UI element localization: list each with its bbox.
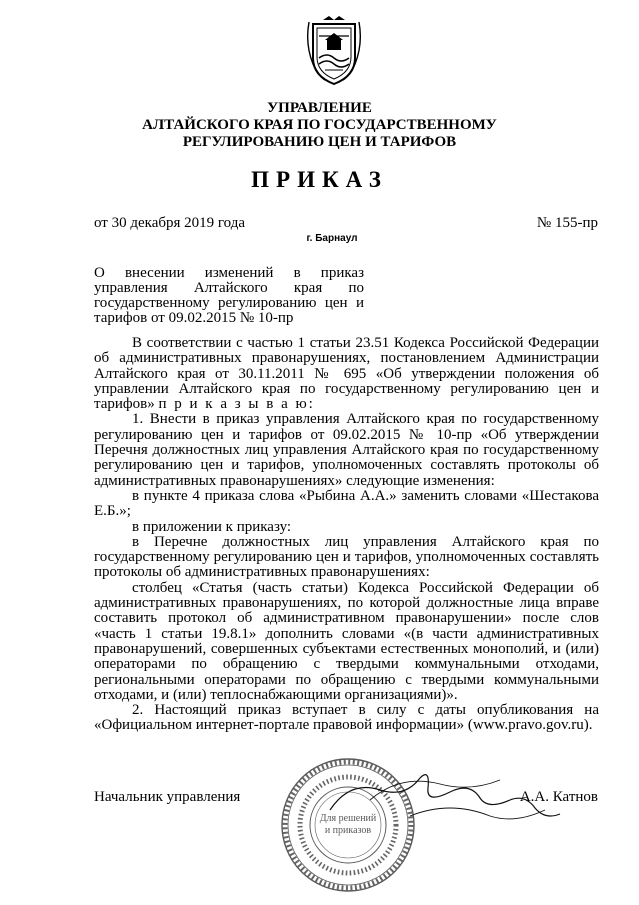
- stamp-center-line-1: Для решений: [319, 813, 377, 824]
- preamble-text: В соответствии с частью 1 статьи 23.51 Кодекса Российской Федерации об административных правонарушениях, постановлением Администрации Алтайского края от 30.11.2011 № 695 «Об утверждении положения об управлении Алтайского края по государственному регулированию цен и тарифов»: [94, 335, 599, 413]
- paragraph-preamble: [94, 336, 599, 412]
- coat-of-arms-emblem: [305, 14, 363, 88]
- org-line-2: АЛТАЙСКОГО КРАЯ ПО ГОСУДАРСТВЕННОМУ: [142, 117, 497, 133]
- document-body: [94, 336, 599, 734]
- paragraph-list-intro: в Перечне должностных лиц управления Алтайского края по государственному регулированию цен и тарифов, уполномоченных составлять протоколы об административных правонарушениях:: [94, 533, 599, 581]
- signer-position: Начальник управления: [94, 789, 241, 805]
- org-line-3: РЕГУЛИРОВАНИЮ ЦЕН И ТАРИФОВ: [182, 134, 457, 150]
- signer-name: А.А. Катнов: [519, 789, 598, 805]
- stamp-center-line-2: и приказов: [324, 825, 372, 836]
- document-city: г. Барнаул: [306, 233, 358, 244]
- paragraph-item-1: 1. Внести в приказ управления Алтайского края по государственному регулированию цен и тарифов от 09.02.2015 № 10-пр «Об утверждении Перечня должностных лиц управления Алтайского края по государственному регулированию цен и тарифов, уполномоченных составлять протоколы об административных правонарушениях» следующие изменения:: [94, 411, 599, 489]
- document-number: № 155-пр: [536, 215, 598, 231]
- organization-name: [100, 100, 539, 151]
- paragraph-column-change: столбец «Статья (часть статьи) Кодекса Российской Федерации об административных правонарушениях, по которой должностные лица вправе составить протокол об административном правонарушении» после слов «часть 1 статьи 19.8.1» дополнить словами «(в части административных правонарушений, совершенных субъектами естественных монополий, и (или) операторами по обращению с твердыми коммунальными отходами, региональными операторами по обращению с твердыми коммунальными отходами, и (или) теплоснабжающими организациями)».: [94, 579, 599, 703]
- paragraph-item-2: 2. Настоящий приказ вступает в силу с даты опубликования на «Официальном интернет-портале правовой информации» (www.pravo.gov.ru).: [94, 702, 599, 734]
- paragraph-item-4-replace: в пункте 4 приказа слова «Рыбина А.А.» заменить словами «Шестакова Е.Б.»;: [94, 487, 599, 520]
- paragraph-appendix-intro: в приложении к приказу:: [132, 518, 292, 535]
- document-date: от 30 декабря 2019 года: [94, 215, 246, 231]
- document-subject: О внесении изменений в приказ управления Алтайского края по государственному регулированию цен и тарифов от 09.02.2015 № 10-пр: [94, 265, 364, 326]
- document-type-title: ПРИКАЗ: [251, 167, 388, 192]
- org-line-1: УПРАВЛЕНИЕ: [267, 100, 372, 116]
- decree-word: п р и к а з ы в а ю:: [158, 396, 315, 413]
